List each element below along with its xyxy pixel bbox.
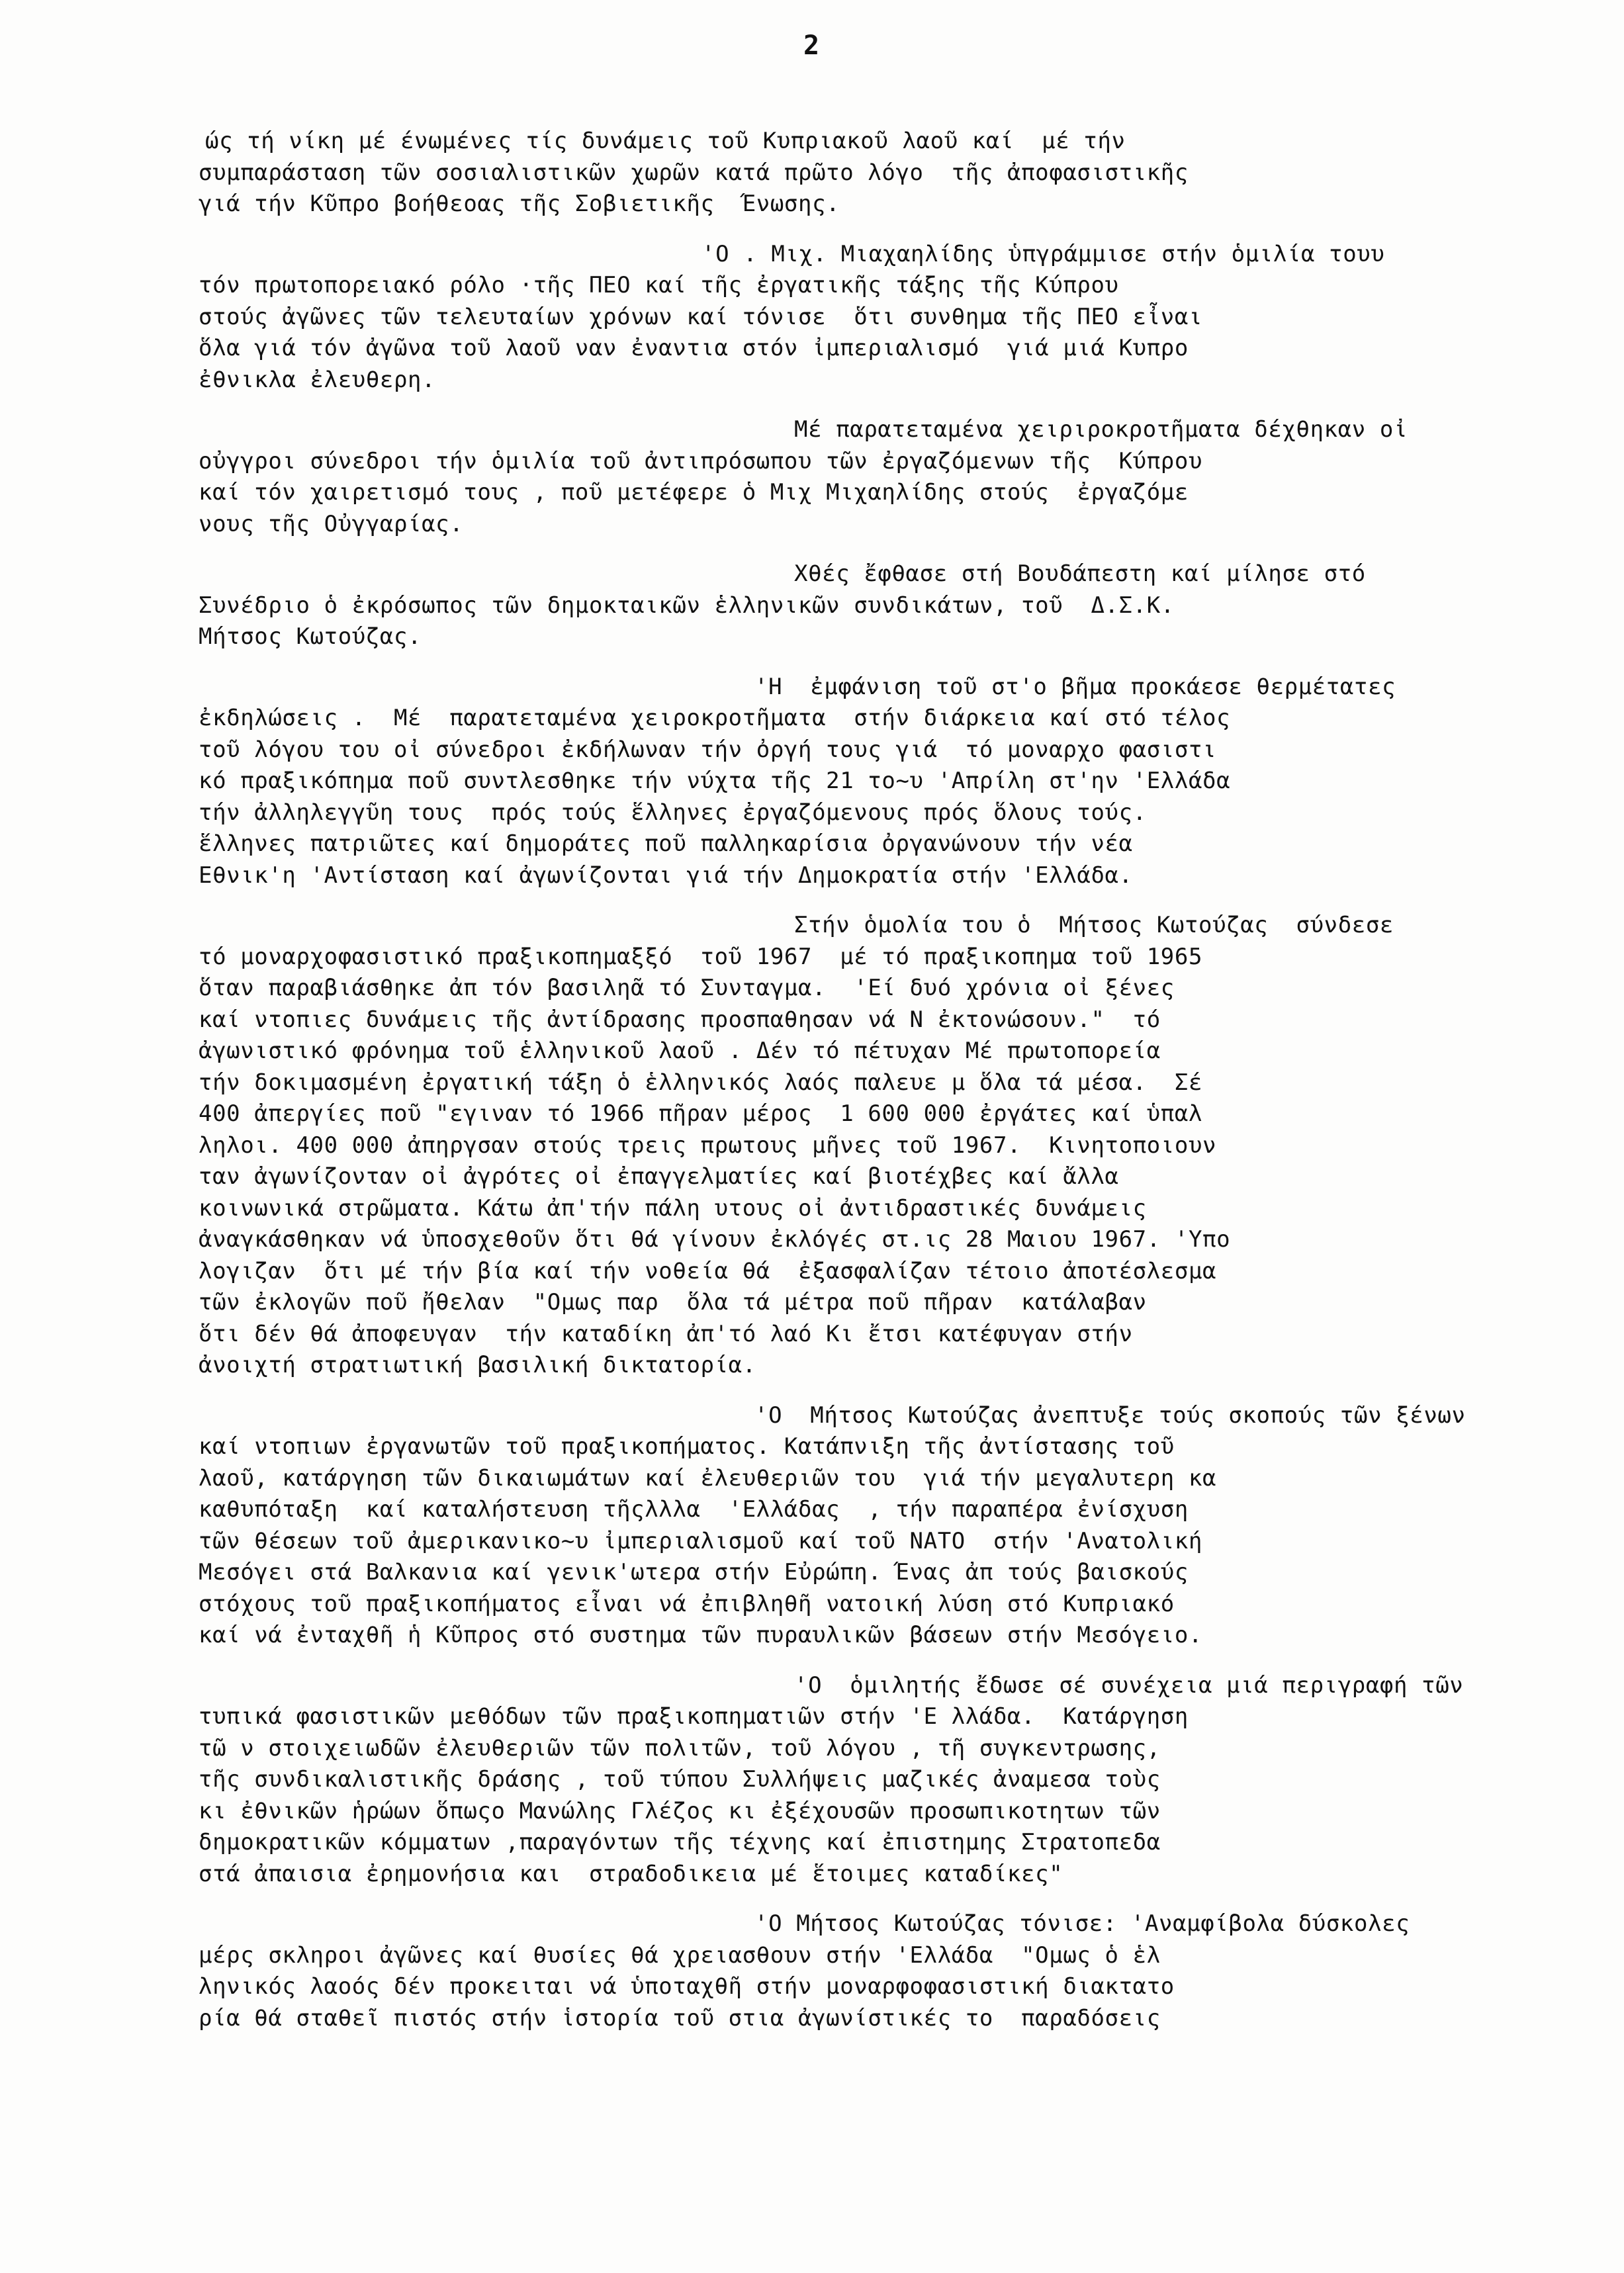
paragraph-gap [199, 220, 1595, 239]
text-line: Εθνικ'η 'Αντίσταση καί ἀγωνίζονται γιά τήν Δημοκρατία στήν 'Ελλάδα. [199, 862, 1133, 889]
text-line: τῶν ἐκλογῶν ποῦ ἤθελαν "Ομως παρ ὅλα τά μέτρα ποῦ πῆραν κατάλαβαν [199, 1289, 1147, 1315]
text-line: Συνέδριο ὁ ἐκρόσωπος τῶν δημοκταικῶν ἑλληνικῶν συνδικάτων, τοῦ Δ.Σ.Κ. [199, 592, 1175, 619]
text-line: ώς τή νίκη μέ ένωμένες τίς δυνάμεις τοῦ Κυπριακοῦ λαοῦ καί μέ τήν [205, 128, 1126, 154]
paragraph-gap [199, 1652, 1595, 1670]
text-line: συμπαράσταση τῶν σοσιαλιστικῶν χωρῶν κατά πρῶτο λόγο τῆς ἀποφασιστικῆς [199, 159, 1189, 186]
text-line: νους τῆς Οὐγγαρίας. [199, 510, 464, 537]
text-line: στούς ἀγῶνες τῶν τελευταίων χρόνων καί τόνισε ὅτι συνθημα τῆς ΠΕΟ εἶναι [199, 303, 1203, 330]
text-line: 'Ο . Μιχ. Μιαχαηλίδης ὑπγράμμισε στήν ὁμιλία τουυ [701, 240, 1385, 267]
text-line: τῶν θέσεων τοῦ ἀμερικανικο~υ ἰμπεριαλισμοῦ καί τοῦ ΝΑΤΟ στήν 'Ανατολική [199, 1527, 1203, 1554]
text-line: ρία θά σταθεῖ πιστός στήν ἱστορία τοῦ στια ἀγωνίστικές το παραδόσεις [199, 2004, 1161, 2031]
text-line: στά ἀπαισια ἐρημονήσια και στραδοδικεια μέ ἕτοιμες καταδίκες" [199, 1860, 1063, 1887]
text-line: ἀνοιχτή στρατιωτική βασιλική δικτατορία. [199, 1352, 756, 1378]
text-line: καί νά ἐνταχθῆ ἡ Κῦπρος στό συστημα τῶν πυραυλικῶν βάσεων στήν Μεσόγειο. [199, 1622, 1203, 1648]
text-line: τήν ἀλληλεγγῦη τους πρός τούς ἕλληνες ἐργαζόμενους πρός ὅλους τούς. [199, 799, 1147, 826]
text-line: ἀναγκάσθηκαν νά ὑποσχεθοῦν ὅτι θά γίνουν ἐκλόγές στ.ις 28 Μαιου 1967. 'Υπο [199, 1226, 1231, 1253]
text-line: ὅλα γιά τόν ἀγῶνα τοῦ λαοῦ ναν ἐναντια στόν ἰμπεριαλισμό γιά μιά Κυπρο [199, 335, 1189, 361]
text-line: ταν ἀγωνίζονταν οἰ ἀγρότες οἰ ἐπαγγελματίες καί βιοτέχβες καί ἄλλα [199, 1163, 1119, 1190]
text-line: κοινωνικά στρῶματα. Κάτω ἀπ'τήν πάλη υτους οἰ ἀντιδραστικές δυνάμεις [199, 1194, 1147, 1222]
text-line: Στήν ὁμολία του ὁ Μήτσος Κωτούζας σύνδεσε [794, 912, 1394, 938]
text-line: τήν δοκιμασμένη ἐργατική τάξη ὁ ἑλληνικός λαός παλευε μ ὅλα τά μέσα. Σέ [199, 1069, 1203, 1096]
text-line: γιά τήν Κῦπρο βοήθεοας τῆς Σοβιετικῆς Ένωσης. [199, 191, 840, 217]
text-line: ληλοι. 400 000 ἀπηργσαν στούς τρεις πρωτους μῆνες τοῦ 1967. Κινητοποιουν [199, 1132, 1217, 1159]
text-line: ὅτι δέν θά ἀποφευγαν τήν καταδίκη ἀπ'τό λαό Κι ἔτσι κατέφυγαν στήν [199, 1320, 1133, 1347]
text-line: τῆς συνδικαλιστικῆς δράσης , τοῦ τύπου Συλλήψεις μαζικές ἀναμεσα τοὺς [199, 1766, 1161, 1793]
paragraph-gap [199, 1382, 1595, 1400]
paragraph-gap [199, 653, 1595, 672]
text-line: κό πραξικόπημα ποῦ συντλεσθηκε τήν νύχτα τῆς 21 το~υ 'Απρίλη στ'ην 'Ελλάδα [199, 768, 1231, 794]
text-line: στόχους τοῦ πραξικοπήματος εἶναι νά ἐπιβληθῆ νατοική λύση στό Κυπριακό [199, 1590, 1175, 1617]
text-line: λογιζαν ὅτι μέ τήν βία καί τήν νοθεία θά ἐξασφαλίζαν τέτοιο ἀποτέσλεσμα [199, 1257, 1217, 1284]
text-line: τυπικά φασιστικῶν μεθόδων τῶν πραξικοπηματιῶν στήν 'Ε λλάδα. Κατάργηση [199, 1703, 1189, 1730]
text-line: καθυπόταξη καί καταλήστευση τῆςλλλα 'Ελλάδας , τήν παραπέρα ἐνίσχυση [199, 1496, 1189, 1523]
paragraph-gap [199, 396, 1595, 414]
text-line: ἀγωνιστικό φρόνημα τοῦ ἑλληνικοῦ λαοῦ . Δέν τό πέτυχαν Μέ πρωτοπορεία [199, 1038, 1161, 1064]
text-line: Χθές ἔφθασε στή Βουδάπεστη καί μίλησε στό [794, 560, 1366, 587]
text-line: ἐθνικλα ἐλευθερη. [199, 366, 436, 393]
text-line: καί τόν χαιρετισμό τους , ποῦ μετέφερε ὁ Μιχ Μιχαηλίδης στούς ἐργαζόμε [199, 479, 1189, 506]
document-body [199, 126, 1595, 2034]
text-line: 'Η ἐμφάνιση τοῦ στ'ο βῆμα προκάεσε θερμέτατες [754, 673, 1396, 700]
text-line: τόν πρωτοπορειακό ρόλο ·τῆς ΠΕΟ καί τῆς ἐργατικῆς τάξης τῆς Κύπρου [199, 272, 1119, 298]
text-line: Μεσόγει στά Βαλκανια καί γενικ'ωτερα στήν Εὐρώπη. Ένας ἀπ τούς βαισκούς [199, 1559, 1189, 1585]
text-line: μέρς σκληροι ἀγῶνες καί θυσίες θά χρειασθουν στήν 'Ελλάδα "Ομως ὁ ἑλ [199, 1941, 1161, 1969]
text-line: καί ντοπιων ἐργανωτῶν τοῦ πραξικοπήματος. Κατάπνιξη τῆς ἀντίστασης τοῦ [199, 1433, 1175, 1460]
text-line: ἐκδηλώσεις . Μέ παρατεταμένα χειροκροτῆματα στήν διάρκεια καί στό τέλος [199, 705, 1231, 731]
paragraph-gap [199, 891, 1595, 910]
text-line: τό μοναρχοφασιστικό πραξικοπημαξξό τοῦ 1967 μέ τό πραξικοπημα τοῦ 1965 [199, 943, 1203, 970]
page-number: 2 [803, 30, 820, 61]
text-line: Μήτσος Κωτούζας. [199, 623, 422, 650]
text-line: λαοῦ, κατάργηση τῶν δικαιωμάτων καί ἐλευθεριῶν του γιά τήν μεγαλυτερη κα [199, 1464, 1217, 1492]
paragraph-gap [199, 1890, 1595, 1908]
paragraph-gap [199, 540, 1595, 558]
text-line: 400 ἀπεργίες ποῦ "εγιναν τό 1966 πῆραν μέρος 1 600 000 ἐργάτες καί ὑπαλ [199, 1100, 1203, 1127]
text-line: Μέ παρατεταμένα χειριροκροτῆματα δέχθηκαν οἰ [794, 416, 1408, 443]
text-line: τῶ ν στοιχειωδῶν ἐλευθεριῶν τῶν πολιτῶν, τοῦ λόγου , τῆ συγκεντρωσης, [199, 1734, 1161, 1761]
text-line: 'Ο Μήτσος Κωτούζας τόνισε: 'Αναμφίβολα δύσκολες [754, 1910, 1410, 1937]
text-line: ληνικός λαοός δέν προκειται νά ὑποταχθῆ στήν μοναρφοφασιστική διακτατο [199, 1973, 1175, 2000]
text-line: δημοκρατικῶν κόμματων ,παραγόντων τῆς τέχνης καί ἐπιστημης Στρατοπεδα [199, 1829, 1161, 1855]
text-line: κι ἐθνικῶν ἡρώων ὅπωςο Μανώλης Γλέζος κι ἐξέχουσῶν προσωπικοτητων τῶν [199, 1797, 1161, 1824]
text-line: 'Ο Μήτσος Κωτούζας ἀνεπτυξε τούς σκοπούς τῶν ξένων [754, 1402, 1466, 1429]
text-line: ἕλληνες πατριῶτες καί δημοράτες ποῦ παλληκαρίσια ὀργανώνουν τήν νέα [199, 830, 1133, 857]
text-line: 'Ο ὁμιλητής ἔδωσε σέ συνέχεια μιά περιγραφή τῶν [794, 1671, 1464, 1699]
text-line: οὐγγροι σύνεδροι τήν ὁμιλία τοῦ ἀντιπρόσωπου τῶν ἐργαζόμενων τῆς Κύπρου [199, 447, 1203, 474]
text-line: τοῦ λόγου του οἰ σύνεδροι ἐκδήλωναν τήν ὀργή τους γιά τό μοναρχο φασιστι [199, 736, 1217, 763]
text-line: καί ντοπιες δυνάμεις τῆς ἀντίδρασης προσπαθησαν νά Ν ἐκτονώσουν." τό [199, 1006, 1161, 1033]
text-line: ὅταν παραβιάσθηκε ἀπ τόν βασιληᾶ τό Συνταγμα. 'Εί δυό χρόνια οἰ ξένες [199, 975, 1175, 1001]
